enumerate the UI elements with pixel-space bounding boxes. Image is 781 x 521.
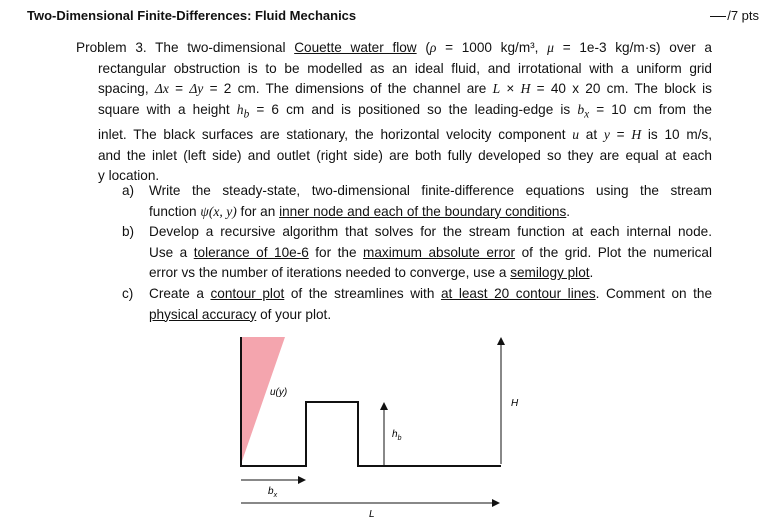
problem-line-7: y location. xyxy=(98,168,160,184)
hb-label: $h_b$ xyxy=(392,429,402,442)
document-title: Two-Dimensional Finite-Differences: Fluid Mechanics xyxy=(27,8,357,23)
task-b-line-2: Use a tolerance of 10e-6 for the maximum absolute error of the grid. Plot the numerical xyxy=(149,244,712,260)
problem-line-5: inlet. The black surfaces are stationary, the horizontal velocity component u at y = H is 10 m/s, xyxy=(98,127,712,143)
problem-line-6: and the inlet (left side) and outlet (right side) are both fully developed so they are equal at each xyxy=(98,147,712,163)
task-b-line-1: Develop a recursive algorithm that solves for the stream function at each internal node. xyxy=(149,224,712,240)
channel-walls xyxy=(241,337,501,466)
task-b-line-3: error vs the number of iterations needed to converge, use a semilogy plot. xyxy=(149,265,594,281)
l-label: L xyxy=(369,509,375,520)
points-label: /7 pts xyxy=(727,8,759,23)
bx-label: $b_x$ xyxy=(268,486,278,499)
task-c-line-1: Create a contour plot of the streamlines with at least 20 contour lines. Comment on the xyxy=(149,285,713,301)
problem-line-2: rectangular obstruction is to be modelled as an ideal fluid, and irrotational with a uniform grid xyxy=(98,60,712,76)
h-label: H xyxy=(511,398,519,409)
task-c-label: c) xyxy=(122,285,134,301)
task-b-label: b) xyxy=(122,224,135,240)
task-a-line-2: function ψ(x, y) for an inner node and each of the boundary conditions. xyxy=(149,203,571,219)
task-c-line-2: physical accuracy of your plot. xyxy=(149,306,332,322)
hb-subscript: b xyxy=(397,435,402,442)
u-profile-label: u(y) xyxy=(270,387,288,398)
task-a-label: a) xyxy=(122,183,135,198)
problem-line-4: square with a height $h_b = 6$ cm and is positioned so the leading-edge is $b_x = 10$ cm from the xyxy=(98,101,712,121)
task-a-line-1: Write the steady-state, two-dimensional finite-difference equations using the stream xyxy=(149,183,712,198)
bx-subscript: x xyxy=(273,492,278,499)
problem-line-3: spacing, Δx = Δy = 2 cm. The dimensions of the channel are L × H = 40 x 20 cm. The block is xyxy=(98,81,712,97)
problem-line-1: Problem 3. The two-dimensional Couette water flow (ρ = 1000 kg/m³, μ = 1e-3 kg/m·s) over a xyxy=(76,40,712,55)
velocity-profile xyxy=(241,337,288,464)
